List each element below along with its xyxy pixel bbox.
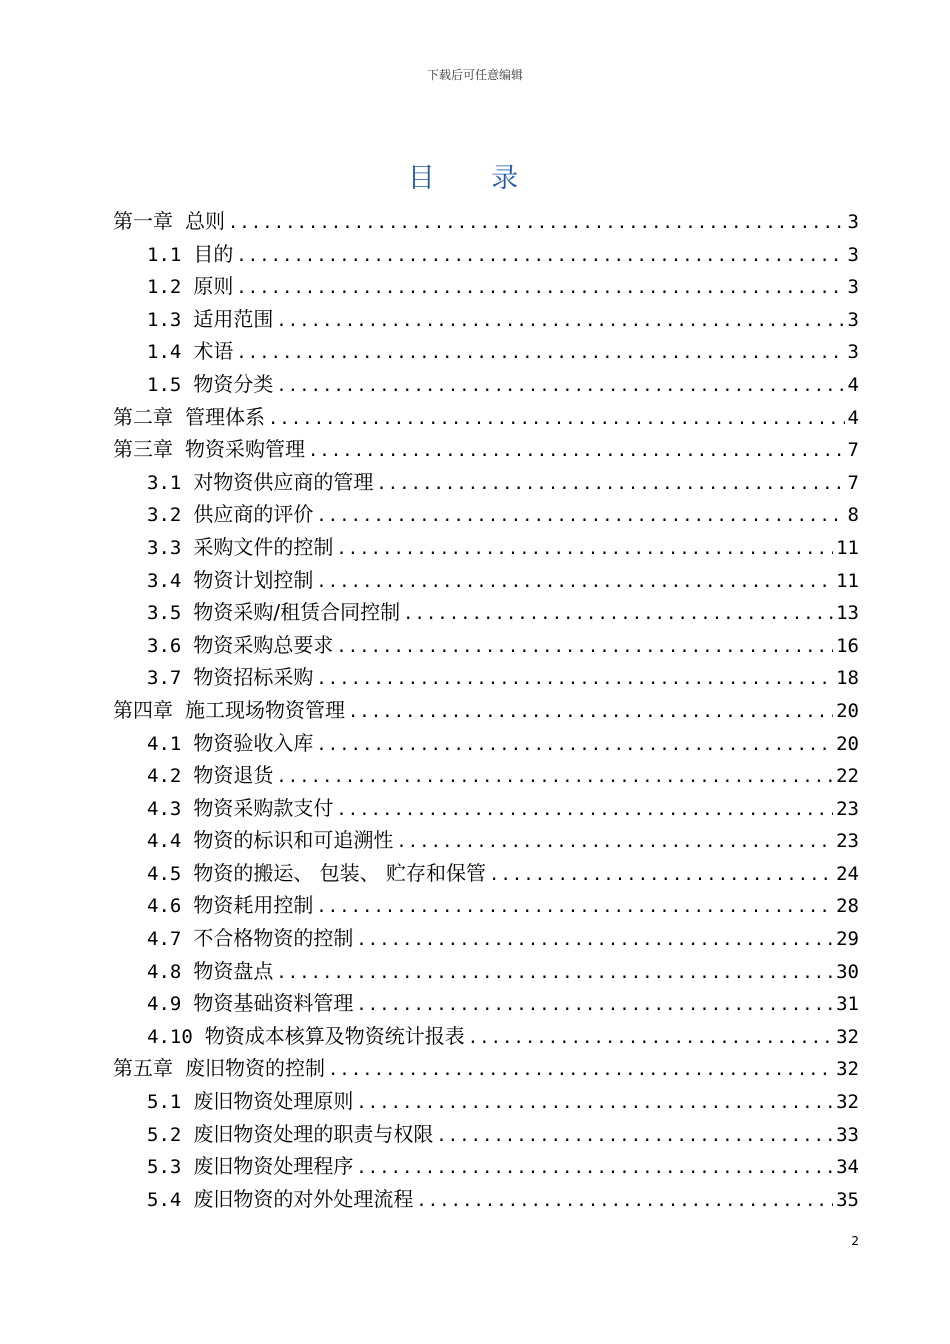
- toc-entry-page: 33: [836, 1123, 859, 1146]
- toc-entry-title: 总则: [185, 209, 225, 233]
- toc-entry-title: 供应商的评价: [193, 502, 314, 527]
- toc-entry-title: 施工现场物资管理: [185, 697, 345, 722]
- toc-section-entry[interactable]: [113, 335, 859, 368]
- toc-entry-title: 物资招标采购: [193, 665, 314, 690]
- toc-section-entry[interactable]: [113, 955, 859, 988]
- toc-entry-title: 废旧物资处理的职责与权限: [193, 1121, 434, 1146]
- toc-dot-leader: [236, 240, 844, 273]
- toc-section-entry[interactable]: [113, 531, 859, 564]
- toc-chapter-entry[interactable]: [113, 433, 859, 466]
- toc-entry-page: 3: [847, 341, 859, 364]
- toc-section-entry[interactable]: [113, 368, 859, 401]
- toc-entry-title: 物资的标识和可追溯性: [193, 828, 394, 853]
- toc-section-entry[interactable]: [113, 824, 859, 857]
- toc-entry-number: 4.10: [147, 1025, 193, 1048]
- toc-dot-leader: [236, 337, 844, 370]
- toc-entry-title: 物资采购总要求: [193, 632, 334, 657]
- toc-dot-leader: [236, 272, 844, 305]
- toc-section-entry[interactable]: [113, 270, 859, 303]
- toc-entry-title: 不合格物资的控制: [193, 926, 354, 951]
- toc-dot-leader: [276, 957, 833, 990]
- toc-entry-title: 物资采购管理: [185, 437, 305, 462]
- toc-entry-page: 22: [836, 765, 859, 788]
- toc-dot-leader: [356, 924, 833, 957]
- toc-dot-leader: [356, 989, 833, 1022]
- toc-entry-page: 4: [847, 406, 859, 429]
- toc-entry-number: 4.5: [147, 862, 182, 885]
- toc-section-entry[interactable]: [113, 596, 859, 629]
- toc-entry-page: 11: [836, 569, 859, 592]
- toc-entry-page: 8: [847, 504, 859, 527]
- toc-dot-leader: [316, 566, 833, 599]
- toc-dot-leader: [356, 1087, 833, 1120]
- toc-entry-page: 3: [847, 211, 859, 233]
- toc-entry-number: 4.7: [147, 928, 182, 951]
- toc-entry-number: 1.2: [147, 276, 182, 299]
- toc-entry-title: 物资采购/租赁合同控制: [193, 600, 401, 625]
- toc-entry-page: 28: [836, 895, 859, 918]
- toc-dot-leader: [348, 696, 833, 729]
- toc-entry-title: 物资验收入库: [193, 730, 314, 755]
- toc-entry-page: 32: [836, 1025, 859, 1048]
- toc-dot-leader: [308, 435, 845, 468]
- toc-entry-page: 23: [836, 830, 859, 853]
- toc-entry-number: 5.4: [147, 1188, 182, 1211]
- toc-chapter-entry[interactable]: [113, 205, 859, 238]
- toc-entry-page: 32: [836, 1058, 859, 1081]
- toc-dot-leader: [376, 468, 844, 501]
- toc-entry-title: 物资的搬运、 包装、 贮存和保管: [193, 860, 487, 885]
- toc-entry-number: 1.4: [147, 341, 182, 364]
- toc-entry-number: 1.3: [147, 308, 182, 331]
- toc-entry-page: 20: [836, 699, 859, 722]
- toc-dot-leader: [328, 1054, 833, 1087]
- toc-dot-leader: [468, 1022, 833, 1055]
- toc-section-entry[interactable]: [113, 987, 859, 1020]
- toc-entry-page: 23: [836, 797, 859, 820]
- toc-section-entry[interactable]: [113, 759, 859, 792]
- toc-dot-leader: [336, 533, 833, 566]
- toc-section-entry[interactable]: [113, 238, 859, 271]
- toc-entry-number: 3.6: [147, 634, 182, 657]
- toc-entry-number: 3.2: [147, 504, 182, 527]
- toc-entry-number: 4.6: [147, 895, 182, 918]
- toc-section-entry[interactable]: [113, 498, 859, 531]
- toc-entry-page: 35: [836, 1188, 859, 1211]
- toc-dot-leader: [489, 859, 833, 892]
- toc-entry-title: 目的: [193, 241, 234, 266]
- header-note: 下载后可任意编辑: [426, 68, 523, 82]
- toc-entry-page: 31: [836, 993, 859, 1016]
- toc-dot-leader: [403, 598, 833, 631]
- toc-dot-leader: [336, 794, 833, 827]
- toc-entry-title: 适用范围: [193, 306, 274, 331]
- toc-entry-title: 术语: [193, 339, 234, 364]
- toc-entry-page: 11: [836, 536, 859, 559]
- toc-entry-page: 24: [836, 862, 859, 885]
- toc-entry-title: 废旧物资的控制: [185, 1056, 325, 1081]
- toc-entry-title: 物资成本核算及物资统计报表: [204, 1023, 465, 1048]
- toc-entry-title: 原则: [193, 274, 234, 299]
- toc-entry-number: 1.1: [147, 243, 182, 266]
- toc-entry-title: 物资盘点: [193, 958, 274, 983]
- toc-entry-page: 34: [836, 1156, 859, 1179]
- toc-entry-page: 3: [847, 276, 859, 299]
- toc-entry-page: 16: [836, 634, 859, 657]
- page-number: 2: [851, 1234, 859, 1248]
- toc-entry-title: 废旧物资的对外处理流程: [193, 1186, 414, 1211]
- toc-entry-number: 3.3: [147, 536, 182, 559]
- toc-dot-leader: [316, 500, 844, 533]
- toc-entry-number: 4.4: [147, 830, 182, 853]
- toc-dot-leader: [336, 631, 833, 664]
- toc-entry-number: 1.5: [147, 373, 182, 396]
- toc-entry-page: 29: [836, 928, 859, 951]
- toc-entry-number: 5.3: [147, 1156, 182, 1179]
- toc-dot-leader: [416, 1185, 833, 1218]
- toc-section-entry[interactable]: [113, 629, 859, 662]
- toc-dot-leader: [316, 729, 833, 762]
- toc-entry-page: 7: [847, 439, 859, 462]
- toc-entry-number: 5.2: [147, 1123, 182, 1146]
- toc-entry-number: 4.8: [147, 960, 182, 983]
- toc-dot-leader: [316, 663, 833, 696]
- toc-entry-title: 管理体系: [185, 404, 265, 429]
- toc-entry-number: 3.1: [147, 471, 182, 494]
- toc-entry-number: 第二章: [113, 404, 173, 429]
- toc-entry-title: 物资退货: [193, 763, 274, 788]
- toc-section-entry[interactable]: [113, 792, 859, 825]
- toc-entry-title: 废旧物资处理程序: [193, 1154, 354, 1179]
- toc-title: 目 录: [407, 163, 543, 194]
- toc-dot-leader: [276, 305, 844, 338]
- toc-entry-number: 3.5: [147, 602, 182, 625]
- toc-section-entry[interactable]: [113, 303, 859, 336]
- toc-chapter-entry[interactable]: [113, 401, 859, 434]
- toc-list: [113, 205, 859, 1215]
- toc-section-entry[interactable]: [113, 727, 859, 760]
- toc-entry-title: 废旧物资处理原则: [193, 1089, 354, 1114]
- toc-entry-number: 5.1: [147, 1091, 182, 1114]
- toc-entry-title: 物资基础资料管理: [193, 991, 354, 1016]
- toc-entry-page: 13: [836, 602, 859, 625]
- toc-entry-number: 3.7: [147, 667, 182, 690]
- toc-dot-leader: [276, 761, 833, 794]
- toc-entry-page: 3: [847, 243, 859, 266]
- toc-section-entry[interactable]: [113, 889, 859, 922]
- toc-entry-title: 物资耗用控制: [193, 893, 314, 918]
- toc-entry-title: 物资分类: [193, 371, 274, 396]
- toc-section-entry[interactable]: [113, 466, 859, 499]
- toc-entry-page: 30: [836, 960, 859, 983]
- toc-entry-number: 第一章: [113, 209, 173, 233]
- toc-entry-number: 4.1: [147, 732, 182, 755]
- toc-entry-number: 4.2: [147, 765, 182, 788]
- toc-dot-leader: [356, 1152, 833, 1185]
- toc-entry-number: 4.3: [147, 797, 182, 820]
- toc-entry-page: 18: [836, 667, 859, 690]
- toc-entry-page: 3: [847, 308, 859, 331]
- toc-section-entry[interactable]: [113, 1085, 859, 1118]
- toc-section-entry[interactable]: [113, 1020, 859, 1053]
- toc-entry-number: 第四章: [113, 697, 173, 722]
- toc-dot-leader: [228, 207, 845, 240]
- toc-entry-page: 7: [847, 471, 859, 494]
- toc-section-entry[interactable]: [113, 661, 859, 694]
- toc-section-entry[interactable]: [113, 1150, 859, 1183]
- toc-entry-page: 32: [836, 1091, 859, 1114]
- toc-dot-leader: [268, 403, 845, 436]
- toc-entry-title: 物资计划控制: [193, 567, 314, 592]
- toc-section-entry[interactable]: [113, 857, 859, 890]
- toc-dot-leader: [436, 1120, 833, 1153]
- toc-chapter-entry[interactable]: [113, 694, 859, 727]
- toc-entry-title: 采购文件的控制: [193, 534, 334, 559]
- toc-entry-title: 物资采购款支付: [193, 795, 334, 820]
- toc-entry-page: 4: [847, 373, 859, 396]
- toc-entry-number: 第三章: [113, 437, 173, 462]
- toc-section-entry[interactable]: [113, 564, 859, 597]
- toc-entry-number: 第五章: [113, 1056, 173, 1081]
- toc-entry-page: 20: [836, 732, 859, 755]
- toc-section-entry[interactable]: [113, 1183, 859, 1216]
- toc-dot-leader: [276, 370, 844, 403]
- toc-dot-leader: [396, 826, 833, 859]
- toc-dot-leader: [316, 891, 833, 924]
- toc-entry-title: 对物资供应商的管理: [193, 469, 374, 494]
- toc-entry-number: 3.4: [147, 569, 182, 592]
- toc-section-entry[interactable]: [113, 1118, 859, 1151]
- toc-chapter-entry[interactable]: [113, 1052, 859, 1085]
- toc-entry-number: 4.9: [147, 993, 182, 1016]
- toc-section-entry[interactable]: [113, 922, 859, 955]
